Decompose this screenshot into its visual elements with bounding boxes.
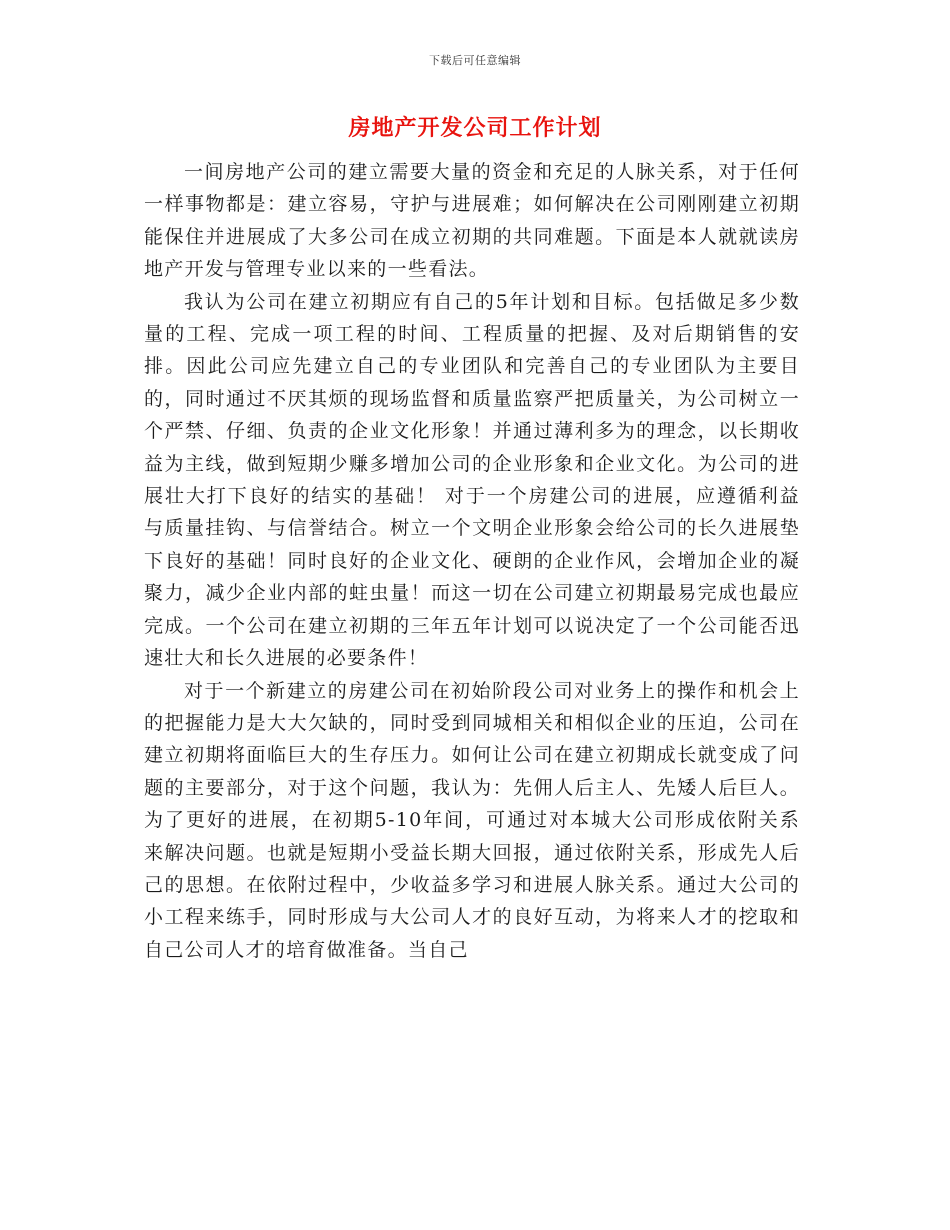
header-note: 下载后可任意编辑 <box>429 54 521 67</box>
document-body <box>144 156 800 966</box>
paragraph: 我认为公司在建立初期应有自己的5年计划和目标。包括做足多少数量的工程、完成一项工程的时间、工程质量的把握、及对后期销售的安排。因此公司应先建立自己的专业团队和完善自己的专业团队为主要目的，同时通过不厌其烦的现场监督和质量监察严把质量关，为公司树立一个严禁、仔细、负责的企业文化形象！并通过薄利多为的理念，以长期收益为主线，做到短期少赚多增加公司的企业形象和企业文化。为公司的进展壮大打下良好的结实的基础！ 对于一个房建公司的进展，应遵循利益与质量挂钩、与信誉结合。树立一个文明企业形象会给公司的长久进展垫下良好的基础！同时良好的企业文化、硬朗的企业作风，会增加企业的凝聚力，减少企业内部的蛀虫量！而这一切在公司建立初期最易完成也最应完成。一个公司在建立初期的三年五年计划可以说决定了一个公司能否迅速壮大和长久进展的必要条件！ <box>144 290 800 670</box>
document-title: 房地产开发公司工作计划 <box>348 115 602 141</box>
paragraph: 一间房地产公司的建立需要大量的资金和充足的人脉关系，对于任何一样事物都是：建立容易，守护与进展难；如何解决在公司刚刚建立初期能保住并进展成了大多公司在成立初期的共同难题。下面是本人就就读房地产开发与管理专业以来的一些看法。 <box>144 161 800 281</box>
paragraph: 对于一个新建立的房建公司在初始阶段公司对业务上的操作和机会上的把握能力是大大欠缺的，同时受到同城相关和相似企业的压迫，公司在建立初期将面临巨大的生存压力。如何让公司在建立初期成长就变成了问题的主要部分，对于这个问题，我认为：先佣人后主人、先矮人后巨人。为了更好的进展，在初期5-10年间，可通过对本城大公司形成依附关系来解决问题。也就是短期小受益长期大回报，通过依附关系，形成先人后己的思想。在依附过程中，少收益多学习和进展人脉关系。通过大公司的小工程来练手，同时形成与大公司人才的良好互动，为将来人才的挖取和自己公司人才的培育做准备。当自己 <box>144 679 800 961</box>
